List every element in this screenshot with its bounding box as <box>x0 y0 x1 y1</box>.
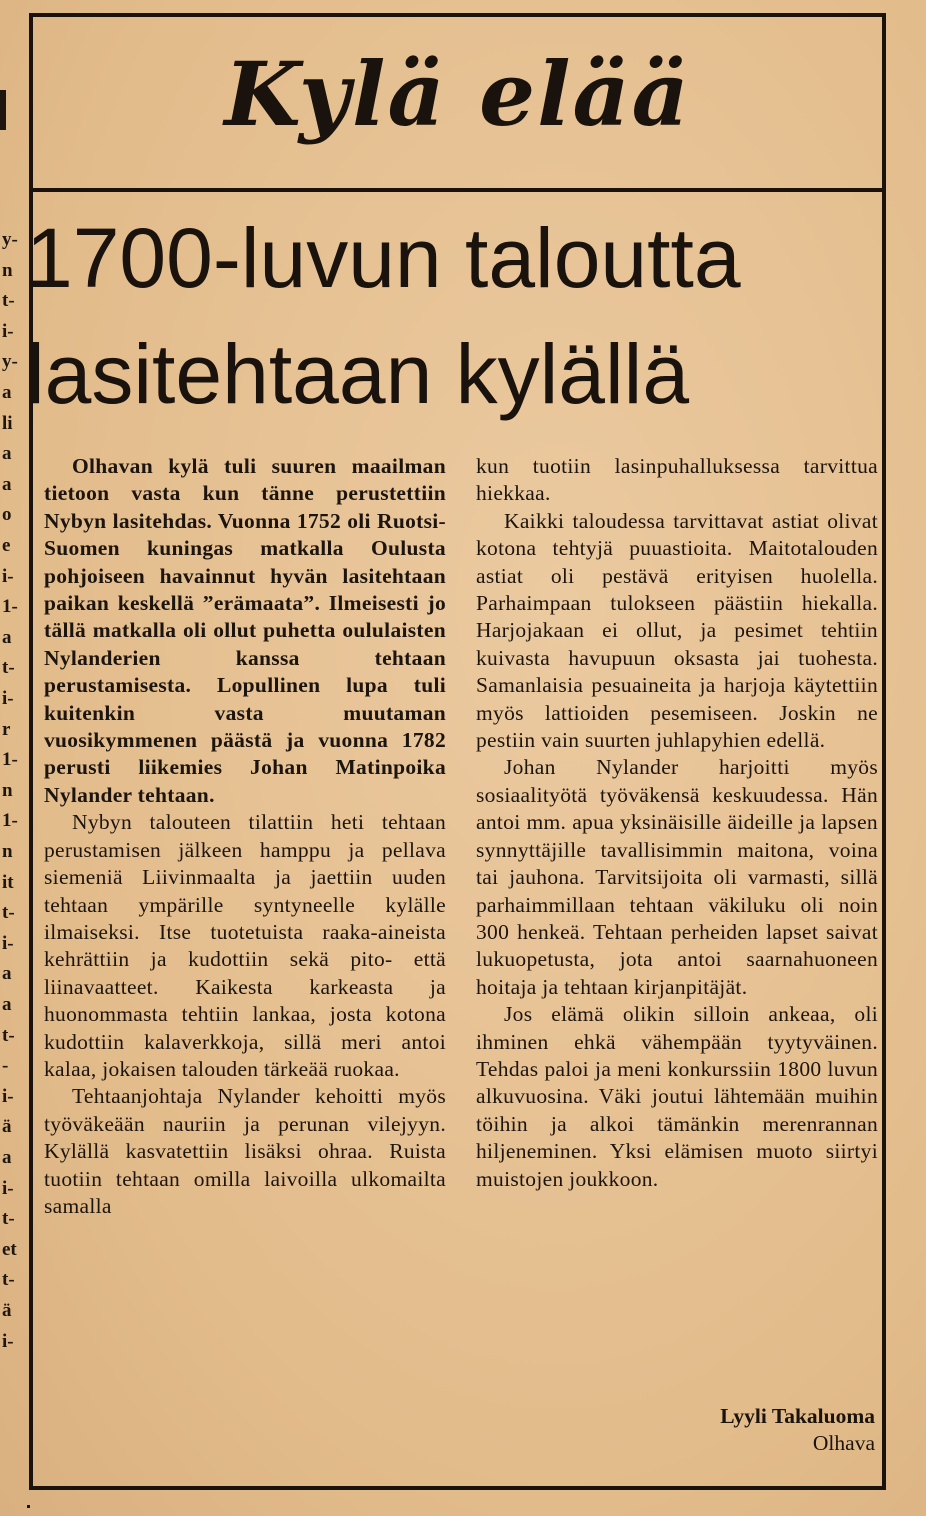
adjacent-column-fragment <box>0 0 22 1516</box>
edge-fragment: t- <box>2 902 15 924</box>
body-paragraph: Nybyn talouteen tilattiin heti tehtaan perustamisen jälkeen hamppu ja pellava siemeniä Liivinmaalta ja jaettiin uuden tehtaan ympärille syntyneelle kylälle ilmaiseksi. Itse tuotetuista raaka-aineista kehrättiin ja kudottiin sekä pito- että liinavaatteet. Kaikesta karkeasta ja huonommasta tehtiin lankaa, josta kotona kudottiin kalaverkkoja, sillä meri antoi kalaa, jokaisen talouden tärkeää ruokaa. <box>44 810 446 1081</box>
edge-fragment: n <box>2 841 13 862</box>
edge-fragment: y- <box>2 351 18 373</box>
edge-fragment: a <box>2 443 12 465</box>
edge-fragment: a <box>2 963 12 985</box>
edge-fragment: 1- <box>2 810 18 832</box>
article-column-right <box>476 453 878 1193</box>
headline-line-2: lasitehtaan kylällä <box>26 327 690 421</box>
article-column-left <box>44 453 446 1220</box>
headline-line-1: 1700-luvun taloutta <box>26 211 741 305</box>
edge-fragment: a <box>2 382 12 403</box>
edge-fragment: i- <box>2 1330 14 1352</box>
edge-fragment: i- <box>2 565 14 587</box>
edge-fragment: 1- <box>2 749 18 771</box>
edge-fragment: - <box>2 1055 9 1077</box>
body-paragraph: kun tuotiin lasinpuhalluksessa tarvittua hiekkaa. <box>476 454 878 506</box>
edge-fragment: t- <box>2 1269 15 1291</box>
edge-fragment: i- <box>2 1177 14 1199</box>
body-paragraph: Jos elämä olikin silloin ankeaa, oli ihminen ehkä vähempään tyytyväinen. Tehdas paloi ja meni konkurssiin 1800 luvun alkuvuosina. Väki joutui lähtemään muihin töihin ja alkoi tämänkin merenrannan hiljeneminen. Yksi elämisen muoto siirtyi muistojen joukkoon. <box>476 1002 878 1191</box>
masthead-title: Kylä elää <box>224 42 691 146</box>
edge-fragment: e <box>2 535 11 556</box>
edge-fragment: i- <box>2 1085 14 1107</box>
edge-fragment: r <box>2 718 11 740</box>
edge-fragment: a <box>2 473 12 495</box>
edge-fragment: t- <box>2 1208 15 1230</box>
edge-fragment: o <box>2 504 12 526</box>
edge-fragment: it <box>2 871 14 893</box>
edge-fragment: i- <box>2 320 14 342</box>
edge-fragment: y- <box>2 229 18 250</box>
author-location: Olhava <box>812 1431 875 1455</box>
edge-fragment: ä <box>2 1116 12 1138</box>
edge-fragment: a <box>2 994 12 1015</box>
edge-fragment: i- <box>2 932 14 954</box>
edge-fragment: a <box>2 1147 12 1168</box>
edge-fragment: li <box>2 412 13 434</box>
edge-fragment: et <box>2 1238 17 1260</box>
lead-paragraph: Olhavan kylä tuli suuren maailman tietoon vasta kun tänne perustettiin Nybyn lasitehdas. Vuonna 1752 oli Ruotsi-Suomen kuningas matkalla Oulusta pohjoiseen havainnut hyvän lasitehtaan paikan keskellä ”erämaata”. Ilmeisesti jo tällä matkalla oli ollut puhetta oululaisten Nylanderien kanssa tehtaan perustamisesta. Lopullinen lupa tuli kuitenkin vasta muutaman vuosikymmenen päästä ja vuonna 1782 perusti liikemies Johan Matinpoika Nylander tehtaan. <box>44 454 446 807</box>
adjacent-column-rule <box>0 90 6 130</box>
edge-fragment: a <box>2 626 12 648</box>
edge-fragment: t- <box>2 657 15 679</box>
edge-fragment: 1- <box>2 596 18 618</box>
byline <box>476 1403 875 1457</box>
edge-fragment: t- <box>2 1024 15 1046</box>
body-paragraph: Tehtaanjohtaja Nylander kehoitti myös työväkeään nauriin ja perunan vilejyyn. Kylällä kasvatettiin lisäksi ohraa. Ruista tuotiin tehtaan omilla laivoilla ulkomailta samalla <box>44 1084 446 1218</box>
headline <box>26 200 846 432</box>
edge-fragment: t- <box>2 290 15 312</box>
author-name: Lyyli Takaluoma <box>720 1404 875 1428</box>
body-paragraph: Johan Nylander harjoitti myös sosiaalityötä työväkensä keskuudessa. Hän antoi mm. apua yksinäisille äideille ja lapsen synnyttäjille tavallisimmin maitona, voina tai jauhona. Tarvitsijoita oli varmasti, sillä parhaimmillaan tehtaan väkiluku oli noin 300 henkeä. Tehtaan perheiden lapset saivat lukuopetusta, jota antoi saarnahuoneen hoitaja ja tehtaan kirjanpitäjät. <box>476 755 878 999</box>
edge-fragment: i- <box>2 688 14 709</box>
masthead-box <box>33 17 882 192</box>
body-paragraph: Kaikki taloudessa tarvittavat astiat olivat kotona tehtyjä puuastioita. Maitotalouden astiat oli pestävä erityisen huolella. Parhaimpaan tulokseen päästiin hiekalla. Harjojakaan ei ollut, ja pesimet tehtiin kuivasta havupuun oksasta jai tuohesta. Samanlaisia pesuaineita ja harjoja käytettiin myös lattioiden pesemiseen. Joskin ne pestiin vain suurten juhlapyhien edellä. <box>476 508 878 753</box>
edge-fragment: n <box>2 259 13 281</box>
print-speck <box>27 1505 30 1508</box>
edge-fragment: ä <box>2 1300 12 1321</box>
edge-fragment: n <box>2 779 13 801</box>
